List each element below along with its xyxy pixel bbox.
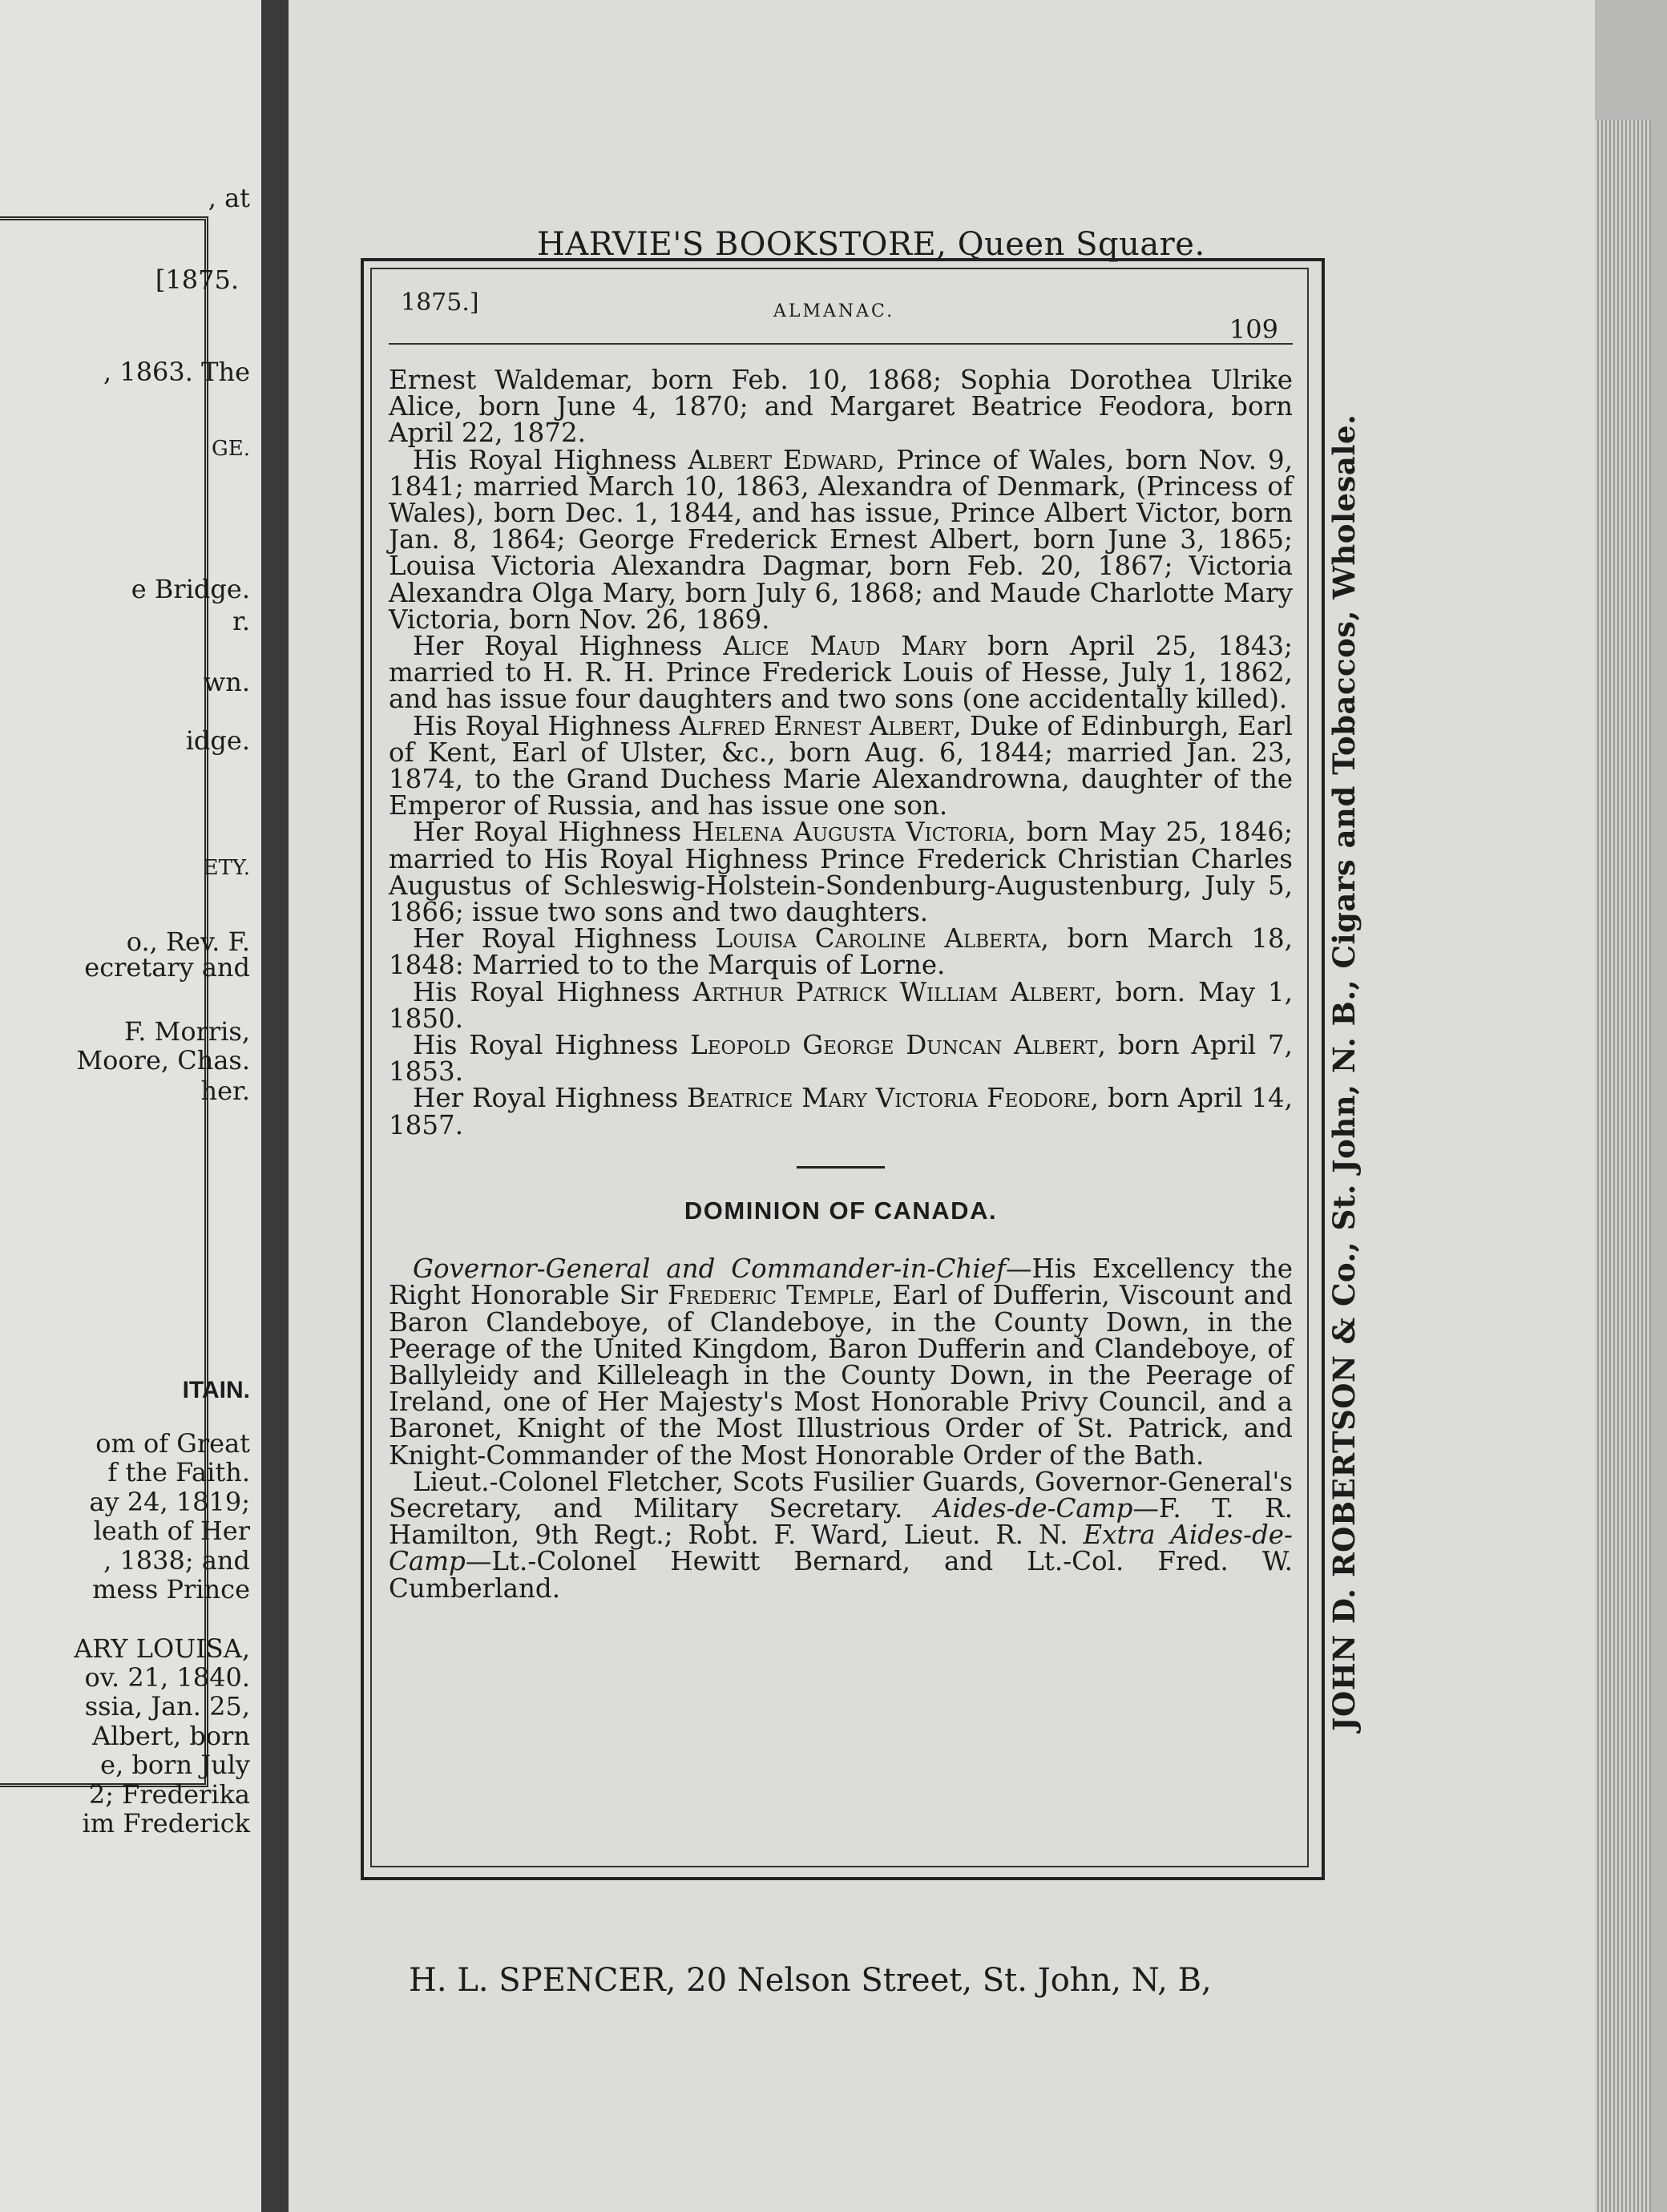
paragraph-text: , born April 7, 1853. xyxy=(389,1030,1293,1088)
book-gutter xyxy=(261,0,289,2212)
left-text-fragment: Albert, born xyxy=(92,1721,250,1751)
left-text-fragment: o., Rev. F. xyxy=(126,926,250,957)
royal-name: Alice Maud Mary xyxy=(723,631,967,662)
royal-name: Louisa Caroline Alberta xyxy=(715,923,1041,955)
paragraph-text: His Royal Highness xyxy=(413,1030,691,1061)
left-text-fragment: ay 24, 1819; xyxy=(89,1487,250,1517)
left-text-fragment: ETY. xyxy=(203,856,250,880)
royal-name: Beatrice Mary Victoria Feodore xyxy=(687,1083,1091,1114)
page-number: 109 xyxy=(1229,314,1278,345)
left-text-fragment: GE. xyxy=(211,437,250,461)
left-text-fragment: [1875. xyxy=(155,264,239,295)
left-text-fragment: idge. xyxy=(185,725,250,756)
paragraph xyxy=(389,367,1293,447)
side-advertisement: JOHN D. ROBERTSON & Co., St. John, N. B., Cigars and Tobaccos, Wholesale. xyxy=(1326,414,1362,1731)
left-text-fragment: e, born July xyxy=(100,1750,250,1780)
left-page xyxy=(0,0,261,2212)
paragraph-text: , born May 25, 1846; married to His Royal Highness Prince Frederick Christian Charles Augustus of Schleswig-Holstein-Sondenburg-Augustenburg, July 5, 1866; issue two sons and two daughters. xyxy=(389,817,1293,928)
paragraph-text: , Prince of Wales, born Nov. 9, 1841; married March 10, 1863, Alexandra of Denmark, (Princess of Wales), born Dec. 1, 1844, and has issue, Prince Albert Victor, born Jan. 8, 1864; George Frederick Ernest Albert, born June 3, 1865; Louisa Victoria Alexandra Dagmar, born Feb. 20, 1867; Victoria Alexandra Olga Mary, born July 6, 1868; and Maude Charlotte Mary Victoria, born Nov. 26, 1869. xyxy=(389,444,1293,635)
royal-name: Leopold George Duncan Albert xyxy=(690,1030,1098,1061)
left-text-fragment: leath of Her xyxy=(93,1516,250,1546)
paragraph xyxy=(389,1466,1293,1604)
left-text-fragment: F. Morris, xyxy=(123,1016,250,1047)
left-text-fragment: ITAIN. xyxy=(182,1377,250,1403)
left-text-fragment: , 1863. The xyxy=(103,357,250,387)
left-text-fragment: ARY LOUISA, xyxy=(74,1633,250,1664)
paragraph-text: Ernest Waldemar, born Feb. 10, 1868; Sophia Dorothea Ulrike Alice, born June 4, 1870; and Margaret Beatrice Feodora, born April 22, 1872. xyxy=(389,365,1293,449)
header-title: ALMANAC. xyxy=(773,301,895,321)
paragraph-text: , born March 18, 1848: Married to to the Marquis of Lorne. xyxy=(389,923,1293,981)
almanac-entries xyxy=(389,367,1293,1602)
paragraph-text: His Royal Highness xyxy=(413,710,680,741)
paragraph xyxy=(389,1030,1293,1088)
paragraph xyxy=(389,923,1293,981)
section-title: DOMINION OF CANADA. xyxy=(684,1196,998,1225)
royal-name: Alfred Ernest Albert xyxy=(679,710,954,741)
paragraph xyxy=(389,1085,1293,1138)
left-text-fragment: 2; Frederika xyxy=(88,1779,250,1810)
paragraph-text: Lieut.-Colonel Fletcher, Scots Fusilier Guards, Governor-General's Secretary, and Military Secretary. xyxy=(389,1466,1293,1524)
paragraph-text: Her Royal Highness xyxy=(413,923,716,955)
office-title: Extra Aides-de-Camp xyxy=(389,1520,1293,1577)
left-text-fragment: ecretary and xyxy=(84,952,250,983)
header-year: 1875.] xyxy=(401,289,479,317)
paragraph-text: His Royal Highness xyxy=(413,444,688,475)
paragraph xyxy=(389,710,1294,821)
left-text-fragment: ov. 21, 1840. xyxy=(84,1662,250,1693)
paragraph-text: born April 25, 1843; married to H. R. H. Prince Frederick Louis of Hesse, July 1, 1862, and has issue four daughters and two sons (one accidentally killed). xyxy=(389,631,1293,715)
office-title: Aides-de-Camp xyxy=(933,1492,1133,1524)
running-footer: H. L. SPENCER, 20 Nelson Street, St. John, N, B, xyxy=(409,1962,1212,1999)
paragraph-text: —His Excellency the Right Honorable Sir xyxy=(389,1253,1293,1311)
paragraph-text: His Royal Highness xyxy=(413,976,693,1007)
left-text-fragment: wn. xyxy=(203,667,250,697)
paragraph-text: Her Royal Highness xyxy=(413,817,692,848)
royal-name: Arthur Patrick William Albert xyxy=(692,976,1095,1007)
left-text-fragment: om of Great xyxy=(95,1428,250,1459)
office-title: Governor-General and Commander-in-Chief xyxy=(413,1253,1006,1285)
governor-name: Frederic Temple xyxy=(668,1280,874,1311)
paragraph xyxy=(389,1253,1293,1471)
section-divider xyxy=(797,1166,885,1169)
left-text-fragment: f the Faith. xyxy=(107,1457,250,1487)
left-text-fragment: ssia, Jan. 25, xyxy=(84,1691,250,1722)
left-text-fragment: e Bridge. xyxy=(131,574,250,604)
paragraph-text: —F. T. R. Hamilton, 9th Regt.; Robt. F. Ward, Lieut. R. N. xyxy=(389,1492,1293,1551)
left-text-fragment: , at xyxy=(208,183,250,213)
paragraph-text: Her Royal Highness xyxy=(413,631,724,662)
page-edges xyxy=(1595,120,1651,2212)
page-header xyxy=(389,279,1293,345)
royal-name: Helena Augusta Victoria xyxy=(692,817,1008,848)
paragraph xyxy=(389,633,1293,713)
paragraph-text: —Lt.-Colonel Hewitt Bernard, and Lt.-Col. Fred. W. Cumberland. xyxy=(389,1546,1293,1604)
running-header: HARVIE'S BOOKSTORE, Queen Square. xyxy=(537,226,1205,263)
paragraph-text: , born. May 1, 1850. xyxy=(389,976,1293,1034)
left-text-fragment: mess Prince xyxy=(92,1574,250,1605)
paragraph-text: Her Royal Highness xyxy=(413,1083,688,1114)
left-text-fragment: her. xyxy=(200,1076,250,1106)
left-text-fragment: Moore, Chas. xyxy=(76,1045,250,1076)
left-text-fragment: im Frederick xyxy=(82,1808,250,1839)
paragraph xyxy=(389,976,1293,1034)
paragraph xyxy=(389,444,1293,635)
paragraph-text: , born April 14, 1857. xyxy=(389,1083,1293,1140)
royal-name: Albert Edward xyxy=(688,444,878,475)
left-text-fragment: r. xyxy=(232,606,250,636)
paragraph-text: , Duke of Edinburgh, Earl of Kent, Earl of Ulster, &c., born Aug. 6, 1844; married Jan. 23, 1874, to the Grand Duchess Marie Alexandrowna, daughter of the Emperor of Russia, and has issue one son. xyxy=(389,710,1294,821)
paragraph-text: , Earl of Dufferin, Viscount and Baron Clandeboye, of Clandeboye, in the County Down, in the Peerage of the United Kingdom, Baron Dufferin and Clandeboye, of Ballyleidy and Killeleagh in the County Down, in the Peerage of Ireland, one of Her Majesty's Most Honorable Privy Council, and a Baronet, Knight of the Most Illustrious Order of St. Patrick, and Knight-Commander of the Most Honorable Order of the Bath. xyxy=(389,1280,1293,1471)
page-content xyxy=(389,279,1293,1602)
paragraph xyxy=(389,819,1293,926)
left-text-fragment: , 1838; and xyxy=(103,1545,250,1576)
